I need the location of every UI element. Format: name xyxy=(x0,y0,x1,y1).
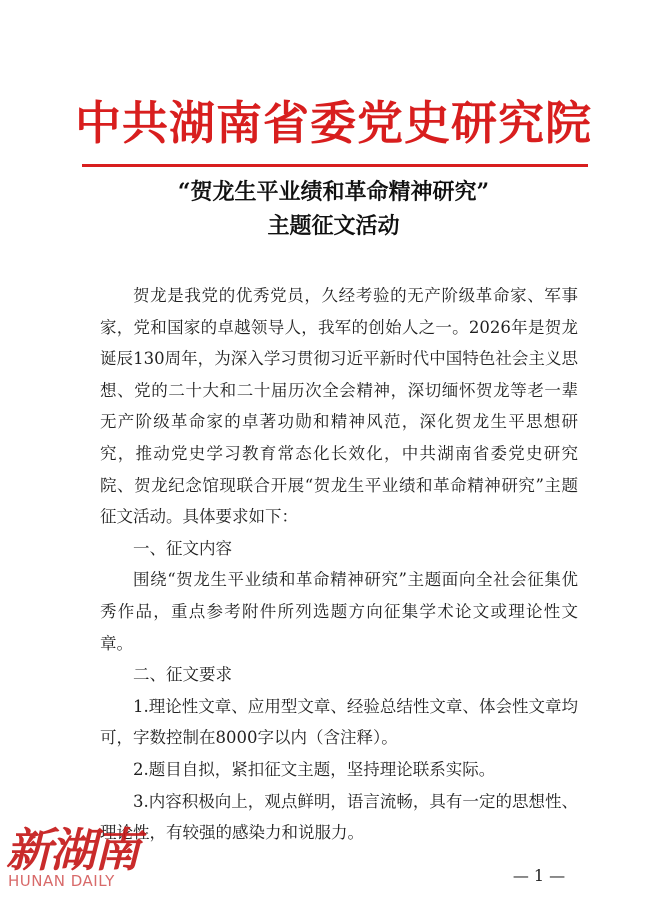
document-title-line2: 主题征文活动 xyxy=(267,213,400,239)
document-title-line1: “贺龙生平业绩和革命精神研究” xyxy=(177,179,490,205)
watermark-logo-cn: 新湖南 xyxy=(6,823,138,877)
org-header-title: 中共湖南省委党史研究院 xyxy=(75,96,592,150)
section1-paragraph: 围绕“贺龙生平业绩和革命精神研究”主题面向全社会征集优秀作品，重点参考附件所列选题方向征集学术论文或理论性文章。 xyxy=(100,570,578,653)
requirement-2: 2.题目自拟，紧扣征文主题，坚持理论联系实际。 xyxy=(133,759,496,779)
watermark-logo-en: HUNAN DAILY xyxy=(8,872,115,890)
red-divider-line xyxy=(82,164,588,167)
hunan-daily-watermark xyxy=(0,814,150,900)
document-body xyxy=(100,280,578,849)
section2-heading: 二、征文要求 xyxy=(133,665,232,685)
intro-paragraph: 贺龙是我党的优秀党员，久经考验的无产阶级革命家、军事家，党和国家的卓越领导人，我军的创始人之一。2026年是贺龙诞辰130周年，为深入学习贯彻习近平新时代中国特色社会主义思想、党的二十大和二十届历次全会精神，深切缅怀贺龙等老一辈无产阶级革命家的卓著功勋和精神风范，深化贺龙生平思想研究，推动党史学习教育常态化长效化，中共湖南省委党史研究院、贺龙纪念馆现联合开展“贺龙生平业绩和革命精神研究”主题征文活动。具体要求如下： xyxy=(100,286,578,527)
requirement-3: 3.内容积极向上，观点鲜明，语言流畅，具有一定的思想性、理论性，有较强的感染力和说服力。 xyxy=(100,791,578,843)
section1-heading: 一、征文内容 xyxy=(133,538,232,558)
requirement-1: 1.理论性文章、应用型文章、经验总结性文章、体会性文章均可，字数控制在8000字以内（含注释）。 xyxy=(100,696,578,748)
page-number: — 1 — xyxy=(512,866,566,885)
